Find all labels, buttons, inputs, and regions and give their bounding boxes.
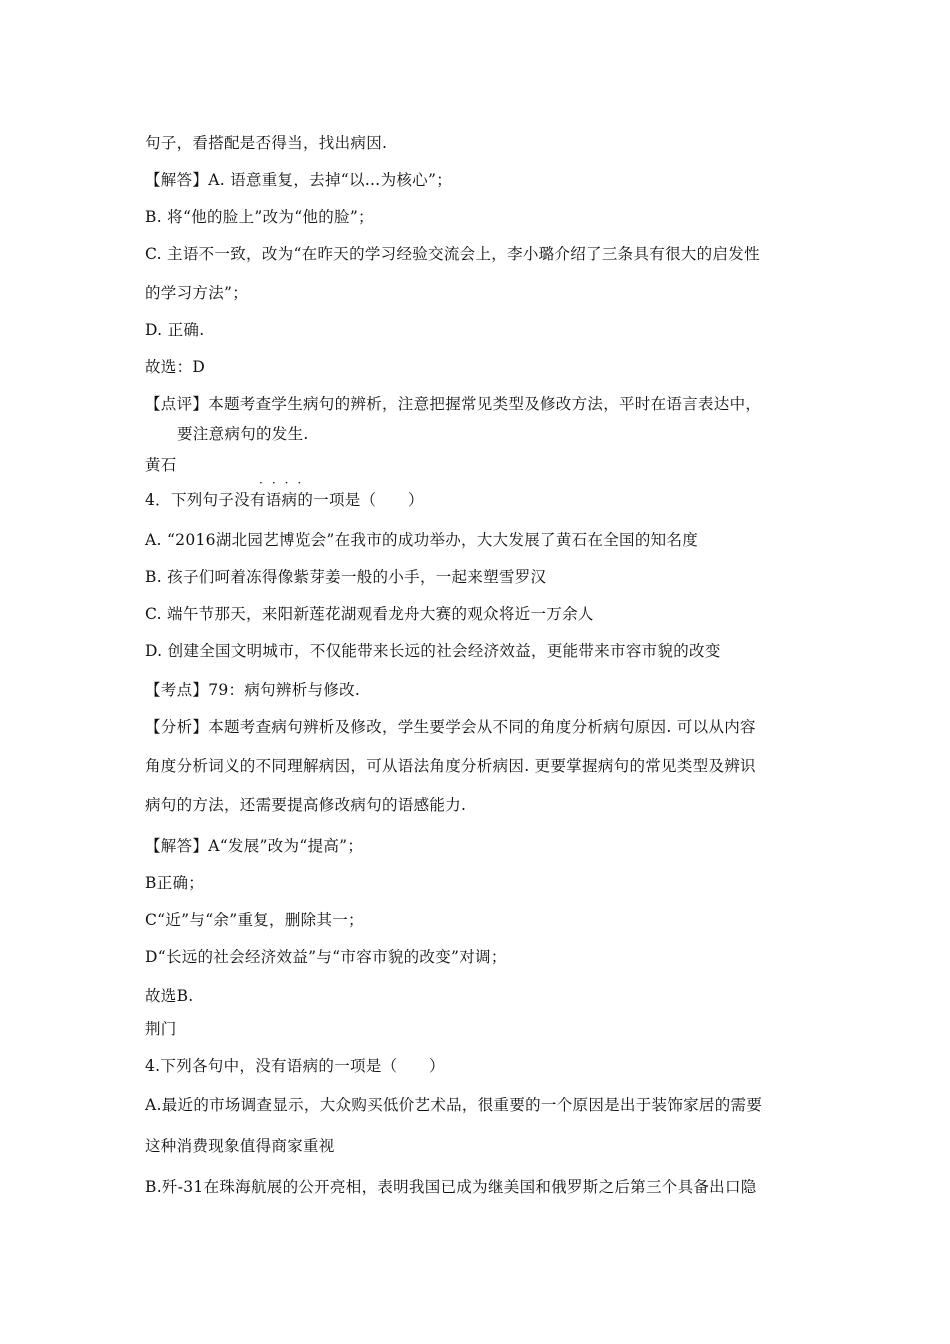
text-line: C“近”与“余”重复，删除其一； (145, 911, 364, 929)
region-heading: 黄石 (145, 456, 177, 474)
text-line: 【考点】79：病句辨析与修改. (145, 681, 361, 699)
text-line: 这种消费现象值得商家重视 (145, 1137, 335, 1155)
text-line: 【解答】A. 语意重复，去掉“以…为核心”； (145, 171, 452, 189)
text-line: 【解答】A“发展”改为“提高”； (145, 837, 364, 855)
emphasis-dots: ···· (259, 476, 311, 490)
text-line: 病句的方法，还需要提高修改病句的语感能力. (145, 796, 467, 814)
text-line: B. 将“他的脸上”改为“他的脸”； (145, 208, 374, 226)
option-line: A.最近的市场调查显示，大众购买低价艺术品，很重要的一个原因是出于装饰家居的需要 (145, 1096, 763, 1114)
text-line: C. 主语不一致，改为“在昨天的学习经验交流会上，李小璐介绍了三条具有很大的启发性 (145, 245, 760, 263)
text-line: 的学习方法”； (145, 284, 249, 302)
region-heading: 荆门 (145, 1020, 177, 1038)
text-line: 句子，看搭配是否得当，找出病因. (145, 134, 388, 152)
text-line: B正确； (145, 874, 205, 892)
option-line: A. “2016湖北园艺博览会”在我市的成功举办，大大发展了黄石在全国的知名度 (145, 531, 699, 549)
option-line: B.歼-31在珠海航展的公开亮相，表明我国已成为继美国和俄罗斯之后第三个具备出口隐 (145, 1178, 757, 1196)
text-line: 故选：D (145, 358, 206, 376)
question-text: 4．下列句子没有语病的一项是（ ） (145, 491, 424, 509)
text-line: 要注意病句的发生. (177, 425, 309, 443)
question-line (145, 476, 950, 510)
text-line: 【点评】本题考查学生病句的辨析，注意把握常见类型及修改方法，平时在语言表达中， (145, 395, 762, 413)
text-line: 【分析】本题考查病句辨析及修改，学生要学会从不同的角度分析病句原因. 可以从内容 (145, 718, 756, 736)
question-line: 4.下列各句中，没有语病的一项是（ ） (145, 1057, 445, 1075)
option-line: B. 孩子们呵着冻得像紫芽姜一般的小手，一起来塑雪罗汉 (145, 568, 547, 586)
text-line: 故选B. (145, 987, 194, 1005)
option-line: D. 创建全国文明城市，不仅能带来长远的社会经济效益，更能带来市容市貌的改变 (145, 642, 721, 660)
text-line: D“长远的社会经济效益”与“市容市貌的改变”对调； (145, 948, 507, 966)
text-line: 角度分析词义的不同理解病因，可从语法角度分析病因. 更要掌握病句的常见类型及辨识 (145, 757, 756, 775)
option-line: C. 端午节那天，来阳新莲花湖观看龙舟大赛的观众将近一万余人 (145, 605, 594, 623)
text-line: D. 正确. (145, 321, 205, 339)
